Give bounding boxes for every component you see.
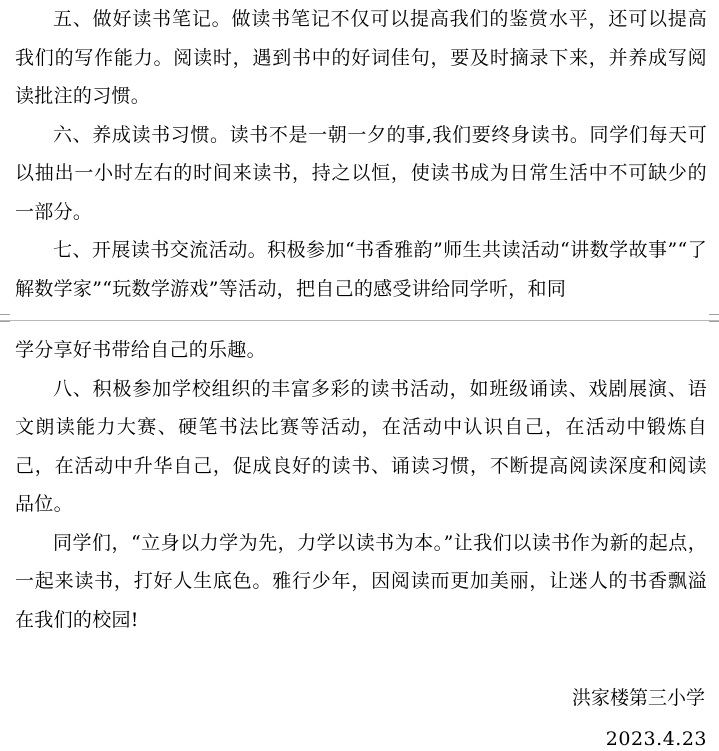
paragraph-reading-notes: 五、做好读书笔记。做读书笔记不仅可以提高我们的鉴赏水平，还可以提高我们的写作能力。阅读时，遇到书中的好词佳句，要及时摘录下来，并养成写阅读批注的习惯。 bbox=[15, 8, 707, 107]
signature-date: 2023.4.23 bbox=[605, 728, 707, 750]
paragraph-school-activities: 八、积极参加学校组织的丰富多彩的读书活动，如班级诵读、戏剧展演、语文朗读能力大赛、硬笔书法比赛等活动，在活动中认识自己，在活动中锻炼自己，在活动中升华自己，促成良好的读书、诵读习惯，不断提高阅读深度和阅读品位。 bbox=[15, 377, 707, 515]
paragraph-closing: 同学们，“立身以力学为先，力学以读书为本。”让我们以读书作为新的起点，一起来读书，打好人生底色。雅行少年，因阅读而更加美丽，让迷人的书香飘溢在我们的校园! bbox=[15, 531, 707, 631]
page-break-line bbox=[0, 320, 719, 321]
text-block-top bbox=[15, 0, 707, 308]
paragraph-reading-exchange: 七、开展读书交流活动。积极参加“书香雅韵”师生共读活动“讲数学故事”“了解数学家”“玩数学游戏”等活动，把自己的感受讲给同学听，和同 bbox=[15, 239, 707, 300]
paragraph-continuation: 学分享好书带给自己的乐趣。 bbox=[15, 339, 266, 361]
page-break-marker-right bbox=[709, 314, 719, 322]
paragraph-reading-habits: 六、养成读书习惯。读书不是一朝一夕的事,我们要终身读书。同学们每天可以抽出一小时左右的时间来读书，持之以恒，使读书成为日常生活中不可缺少的一部分。 bbox=[15, 123, 707, 223]
text-block-bottom bbox=[15, 331, 707, 639]
signature-school: 洪家楼第三小学 bbox=[571, 687, 705, 709]
